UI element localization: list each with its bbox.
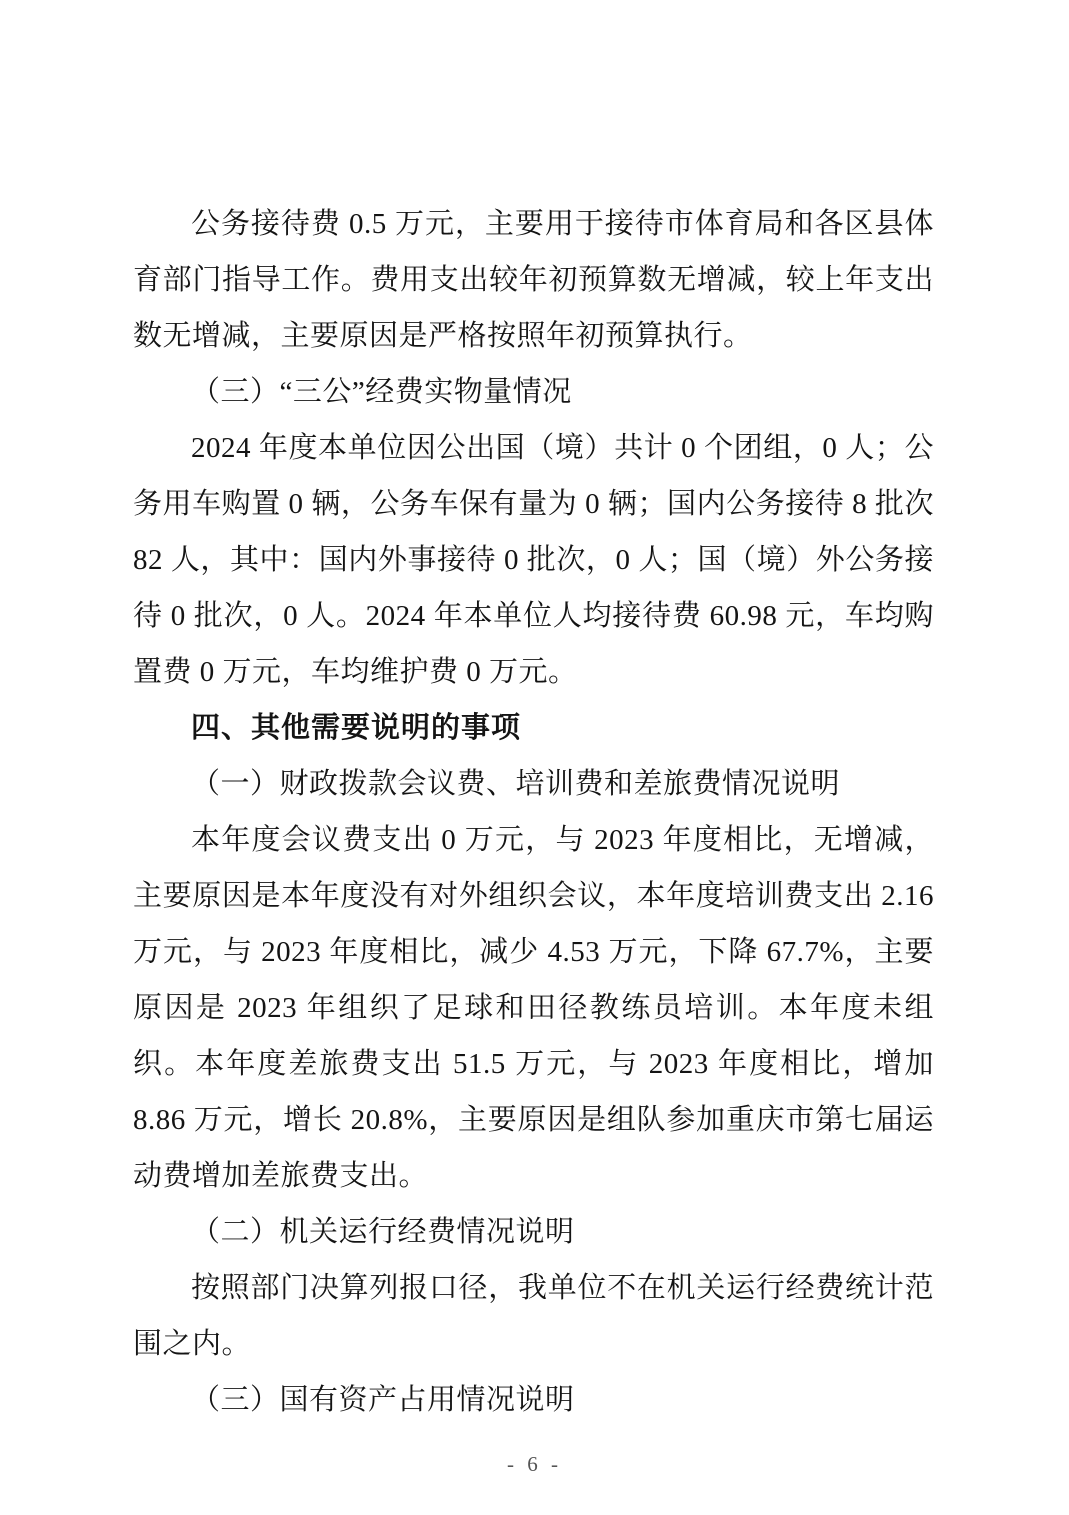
section-heading-state-assets: （三）国有资产占用情况说明	[191, 1384, 575, 1416]
section-heading-operating-expense: （二）机关运行经费情况说明	[191, 1216, 575, 1248]
section-heading-three-public-physical-quantity: （三）“三公”经费实物量情况	[191, 376, 572, 408]
paragraph-operating-expense-detail: 按照部门决算列报口径，我单位不在机关运行经费统计范围之内。	[133, 1272, 934, 1360]
paragraph-meeting-training-travel-detail: 本年度会议费支出 0 万元，与 2023 年度相比，无增减，主要原因是本年度没有对外组织会议，本年度培训费支出 2.16 万元，与 2023 年度相比，减少 4.53 万元，下降 67.7%，主要原因是 2023 年组织了足球和田径教练员培训。本年度未组织。本年度差旅费支出 51.5 万元，与 2023 年度相比，增加 8.86 万元，增长 20.8%，主要原因是组队参加重庆市第七届运动费增加差旅费支出。	[133, 824, 934, 1192]
section-heading-other-matters: 四、其他需要说明的事项	[191, 712, 522, 744]
paragraph-physical-quantity-detail: 2024 年度本单位因公出国（境）共计 0 个团组，0 人；公务用车购置 0 辆，公务车保有量为 0 辆；国内公务接待 8 批次 82 人，其中：国内外事接待 0 批次，0 人；国（境）外公务接待 0 批次，0 人。2024 年本单位人均接待费 60.98 元，车均购置费 0 万元，车均维护费 0 万元。	[133, 432, 934, 688]
section-heading-meeting-training-travel: （一）财政拨款会议费、培训费和差旅费情况说明	[191, 768, 841, 800]
page-number: - 6 -	[507, 1452, 562, 1476]
document-body	[133, 196, 934, 1428]
paragraph-reception-expense: 公务接待费 0.5 万元，主要用于接待市体育局和各区县体育部门指导工作。费用支出较年初预算数无增减，较上年支出数无增减，主要原因是严格按照年初预算执行。	[133, 208, 934, 352]
